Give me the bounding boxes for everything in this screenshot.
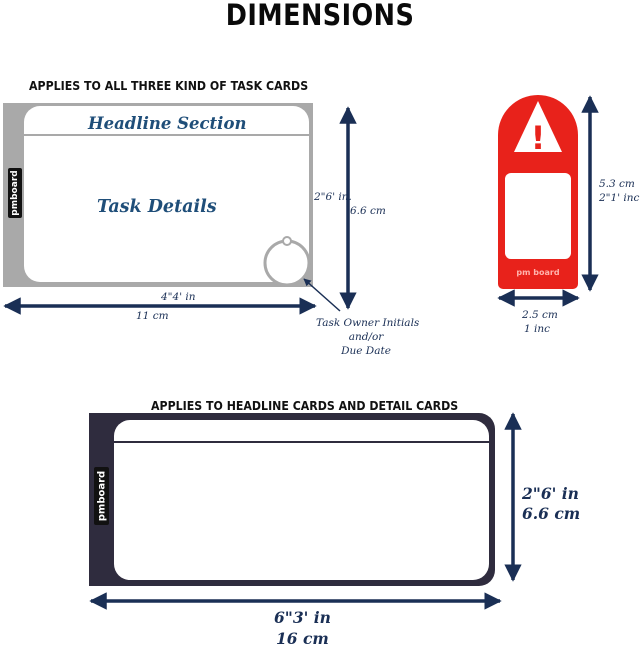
headline-section-label: Headline Section <box>88 114 247 133</box>
headline-card-height-metric: 6.6 cm <box>522 504 581 523</box>
page-title: DIMENSIONS <box>225 0 415 32</box>
headline-card-height-imperial: 2"6' in <box>522 484 579 503</box>
red-card-width-imperial: 1 inc <box>524 323 551 335</box>
red-card-height-metric: 5.3 cm <box>599 178 635 190</box>
red-card-width-metric: 2.5 cm <box>522 309 558 321</box>
pmboard-logo: pmboard <box>8 168 22 218</box>
task-card-width-imperial: 4"4' in <box>161 291 196 303</box>
task-owner-note-line: Task Owner Initials <box>316 317 420 329</box>
red-card-height-imperial: 2"1' inc <box>599 192 640 204</box>
warning-glyph: ! <box>530 119 546 157</box>
pmboard-logo: pmboard <box>94 467 109 525</box>
headline-card-heading: APPLIES TO HEADLINE CARDS AND DETAIL CARDS <box>151 398 459 413</box>
task-card-height-imperial: 2"6' in. <box>314 191 352 203</box>
headline-card-width-imperial: 6"3' in <box>274 608 331 627</box>
warning-icon <box>514 101 562 157</box>
task-details-label: Task Details <box>97 197 217 217</box>
task-card-width-metric: 11 cm <box>136 310 169 322</box>
task-card-height-metric: 6.6 cm <box>350 205 386 217</box>
task-owner-note-line: Due Date <box>341 345 391 357</box>
headline-card-width-metric: 16 cm <box>276 629 329 648</box>
red-card-logo: pm board <box>516 268 560 277</box>
task-card-heading: APPLIES TO ALL THREE KIND OF TASK CARDS <box>29 78 309 93</box>
task-owner-note-line: and/or <box>348 331 384 343</box>
hang-ring <box>265 237 309 285</box>
